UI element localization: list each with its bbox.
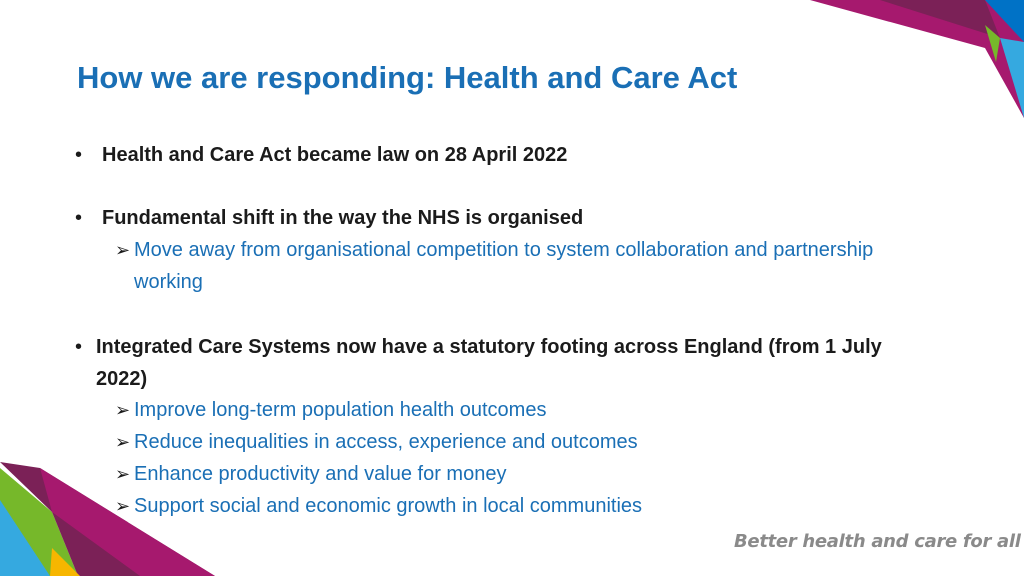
bullet-marker: • <box>75 336 83 358</box>
sub-item-text: Move away from organisational competition to system collaboration and partnership <box>134 239 874 261</box>
arrow-bullet-icon: ➢ <box>115 464 131 484</box>
sub-item-text: Enhance productivity and value for money <box>134 463 507 485</box>
bullet-2-text: Fundamental shift in the way the NHS is organised <box>102 207 584 229</box>
arrow-bullet-icon: ➢ <box>115 240 131 260</box>
sub-item-text-continued: working <box>134 271 203 293</box>
sub-item-text: Improve long-term population health outcomes <box>134 399 547 421</box>
bullet-1-text: Health and Care Act became law on 28 April 2022 <box>102 144 568 166</box>
bullet-marker: • <box>75 207 83 229</box>
sub-item-text: Reduce inequalities in access, experience and outcomes <box>134 431 638 453</box>
bullet-3-text: Integrated Care Systems now have a statutory footing across England (from 1 July <box>96 336 882 358</box>
arrow-bullet-icon: ➢ <box>115 400 131 420</box>
bullet-3-text-continued: 2022) <box>96 368 148 390</box>
slide-title: How we are responding: Health and Care Act <box>77 60 738 95</box>
arrow-bullet-icon: ➢ <box>115 432 131 452</box>
footer-tagline: Better health and care for all <box>734 531 1021 552</box>
arrow-bullet-icon: ➢ <box>115 496 131 516</box>
sub-item-text: Support social and economic growth in local communities <box>134 495 643 517</box>
bullet-marker: • <box>75 144 83 166</box>
